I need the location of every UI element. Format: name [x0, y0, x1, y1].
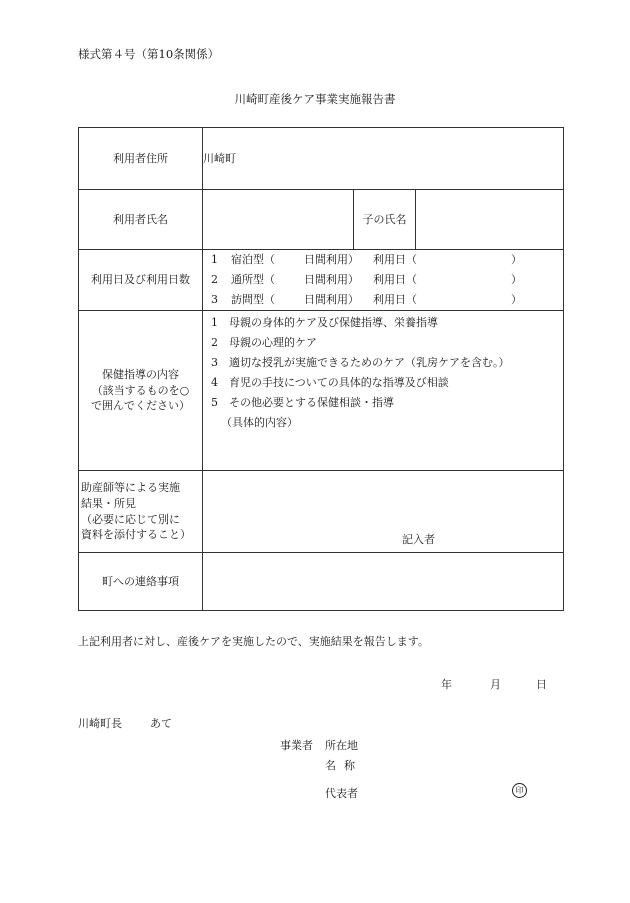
report-statement: 上記利用者に対し、産後ケアを実施したので、実施結果を報告します。 — [78, 635, 429, 648]
result-label-cell — [79, 471, 203, 553]
usage-label: 利用日及び利用日数 — [79, 250, 203, 311]
guidance-label: 保健指導の内容 — [102, 367, 179, 381]
document-title: 川崎町産後ケア事業実施報告書 — [234, 92, 396, 106]
row-address — [79, 128, 564, 190]
form-number: 様式第４号（第10条関係） — [78, 47, 220, 61]
date-month[interactable]: 月 — [490, 678, 501, 691]
user-name-label: 利用者氏名 — [79, 190, 203, 250]
result-label-2: 結果・所見 — [81, 496, 136, 510]
row-result — [79, 471, 564, 553]
result-label-1: 助産師等による実施 — [81, 480, 180, 494]
usage-line-daycare — [203, 270, 563, 290]
child-name-label: 子の氏名 — [354, 190, 416, 250]
usage-line-lodging — [203, 250, 563, 270]
usage-close: ） — [511, 273, 522, 286]
usage-days: 日間利用） — [304, 293, 359, 306]
address-field-label: 所在地 — [325, 739, 358, 752]
user-name-field[interactable] — [203, 190, 354, 250]
guidance-field — [203, 311, 564, 471]
usage-date: 利用日（ — [373, 293, 417, 306]
usage-days: 日間利用） — [304, 273, 359, 286]
result-field[interactable] — [203, 471, 564, 553]
date-year[interactable]: 年 — [441, 678, 452, 691]
report-table — [78, 127, 564, 611]
guidance-note-2: で囲んでください） — [91, 399, 190, 413]
usage-date: 利用日（ — [373, 253, 417, 266]
addressee: 川崎町長 — [78, 717, 122, 730]
addressee-suffix: あて — [150, 717, 172, 730]
guidance-specific-label: （具体的内容） — [221, 416, 298, 429]
row-town-contact — [79, 553, 564, 611]
usage-date: 利用日（ — [373, 273, 417, 286]
town-contact-field[interactable] — [203, 553, 564, 611]
representative-field-label: 代表者 — [325, 787, 358, 800]
result-label-3: （必要に応じて別に — [81, 512, 180, 526]
guidance-item[interactable]: 2 母親の心理的ケア — [211, 336, 317, 349]
recorder-label: 記入者 — [402, 533, 436, 547]
guidance-item[interactable]: 5 その他必要とする保健相談・指導 — [211, 396, 394, 409]
row-usage — [79, 250, 564, 311]
address-field[interactable]: 川崎町 — [203, 128, 564, 190]
usage-line-visit — [203, 290, 563, 310]
row-user-name — [79, 190, 564, 250]
business-label: 事業者 — [280, 739, 313, 752]
guidance-item[interactable]: 1 母親の身体的ケア及び保健指導、栄養指導 — [211, 316, 438, 329]
guidance-label-cell — [79, 311, 203, 471]
usage-num: 2 — [211, 273, 218, 286]
name-field-label: 名称 — [325, 759, 363, 772]
child-name-field[interactable] — [416, 190, 564, 250]
usage-field — [203, 250, 564, 311]
guidance-item[interactable]: 4 育児の手技についての具体的な指導及び相談 — [211, 376, 449, 389]
usage-num: 1 — [211, 253, 218, 266]
usage-type: 宿泊型（ — [231, 253, 275, 266]
usage-close: ） — [511, 293, 522, 306]
town-contact-label: 町への連絡事項 — [79, 553, 203, 611]
row-guidance — [79, 311, 564, 471]
address-label: 利用者住所 — [79, 128, 203, 190]
usage-type: 通所型（ — [231, 273, 275, 286]
usage-num: 3 — [211, 293, 218, 306]
date-day[interactable]: 日 — [536, 678, 547, 691]
guidance-note-1: （該当するものを○ — [91, 383, 190, 397]
guidance-item[interactable]: 3 適切な授乳が実施できるためのケア（乳房ケアを含む。） — [211, 356, 510, 369]
usage-close: ） — [511, 253, 522, 266]
result-label-4: 資料を添付すること） — [81, 528, 191, 542]
seal-mark: 印 — [512, 783, 527, 798]
usage-days: 日間利用） — [304, 253, 359, 266]
usage-type: 訪問型（ — [231, 293, 275, 306]
